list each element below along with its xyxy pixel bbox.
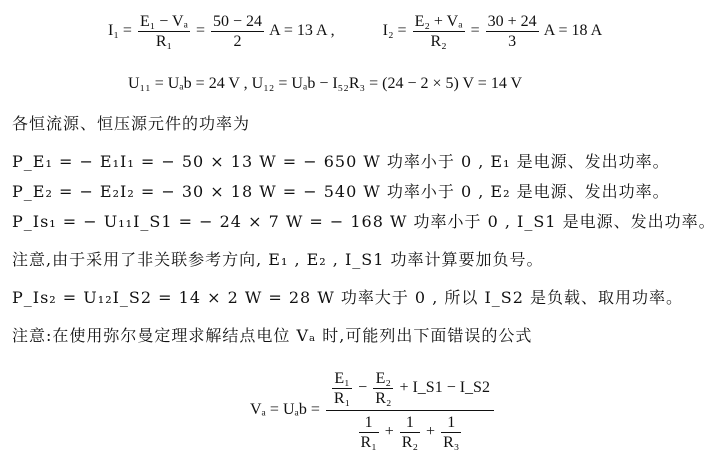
note1-text: 注意,由于采用了非关联参考方向, E₁ , E₂ , I_S1 功率计算要加负号。: [12, 250, 544, 269]
term-1-r3: [441, 413, 461, 452]
term-e2-r2: [373, 369, 393, 408]
i1-label: I₁ =: [108, 22, 132, 40]
term-1c: 1: [441, 413, 461, 433]
power-e2-text: P_E₂ = − E₂I₂ = − 30 × 18 W = − 540 W 功率小于 0 , E₂ 是电源、发出功率。: [12, 182, 670, 201]
i2-label: I₂ =: [382, 22, 407, 40]
term-r2: R₂: [375, 389, 392, 407]
term-r1-den: R₁: [360, 433, 377, 451]
power-is2-text: P_Is₂ = U₁₂I_S2 = 14 × 2 W = 28 W 功率大于 0 , 所以 I_S2 是负载、取用功率。: [12, 288, 684, 307]
i2-denominator: R₂: [430, 33, 447, 50]
term-1a: 1: [359, 413, 379, 433]
i2-numerator: E₂ + Vₐ: [414, 13, 463, 30]
term-e1: E₁: [332, 369, 352, 389]
formula-main-numerator: [326, 369, 494, 411]
i1-den-value: 2: [233, 33, 242, 50]
i2-den-value: 3: [508, 33, 517, 50]
note-millman: [12, 326, 532, 346]
i2-result: A = 18 A: [543, 22, 603, 40]
term-e1-r1: [332, 369, 352, 408]
term-e2: E₂: [373, 369, 393, 389]
op-minus: −: [358, 378, 368, 396]
note-negative-sign: [12, 250, 544, 270]
paragraph-power-intro: [12, 114, 250, 134]
i2-num-value: 30 + 24: [487, 13, 537, 30]
i1-fraction-numeric: [211, 12, 264, 51]
power-is1-text: P_Is₁ = − U₁₁I_S1 = − 24 × 7 W = − 168 W 功率小于 0 , I_S1 是电源、发出功率。: [12, 212, 716, 231]
power-line-e2: [12, 182, 670, 202]
i1-result: A = 13 A ,: [269, 22, 335, 40]
i2-equals: =: [470, 22, 480, 40]
term-r1: R₁: [333, 389, 351, 407]
formula-main-fraction: [326, 369, 494, 452]
millman-formula: [250, 362, 496, 458]
term-1b: 1: [400, 413, 420, 433]
power-line-is1: [12, 212, 716, 232]
i1-numerator: E₁ − Vₐ: [139, 13, 188, 30]
power-line-is2: [12, 288, 683, 308]
term-r2-den: R₂: [401, 433, 419, 451]
term-1-r2: [400, 413, 420, 452]
equation-voltages: [128, 74, 522, 94]
note2-text: 注意:在使用弥尔曼定理求解结点电位 Vₐ 时,可能列出下面错误的公式: [12, 326, 533, 345]
equation-currents: [108, 12, 602, 62]
term-1-r1: [359, 413, 379, 452]
op-plus-2: +: [426, 422, 436, 440]
i1-fraction-symbolic: [138, 12, 190, 51]
op-plus-1: +: [384, 422, 394, 440]
power-intro-text: 各恒流源、恒压源元件的功率为: [12, 114, 251, 133]
power-e1-text: P_E₁ = − E₁I₁ = − 50 × 13 W = − 650 W 功率小于 0 , E₁ 是电源、发出功率。: [12, 152, 670, 171]
i2-fraction-numeric: [486, 12, 539, 51]
i2-fraction-symbolic: [413, 12, 465, 51]
power-line-e1: [12, 152, 670, 172]
formula-main-denominator: [326, 411, 494, 452]
formula-lhs: Vₐ = Uₐb =: [250, 401, 320, 418]
i1-num-value: 50 − 24: [212, 13, 263, 30]
i1-equals: =: [195, 22, 205, 40]
term-r3-den: R₃: [443, 433, 460, 451]
term-currents: + I_S1 − I_S2: [399, 378, 490, 396]
i1-denominator: R₁: [155, 33, 173, 50]
voltage-text: U₁₁ = Uₐb = 24 V , U₁₂ = Uₐb − I₅₂R₃ = (24 − 2 × 5) V = 14 V: [128, 75, 523, 92]
